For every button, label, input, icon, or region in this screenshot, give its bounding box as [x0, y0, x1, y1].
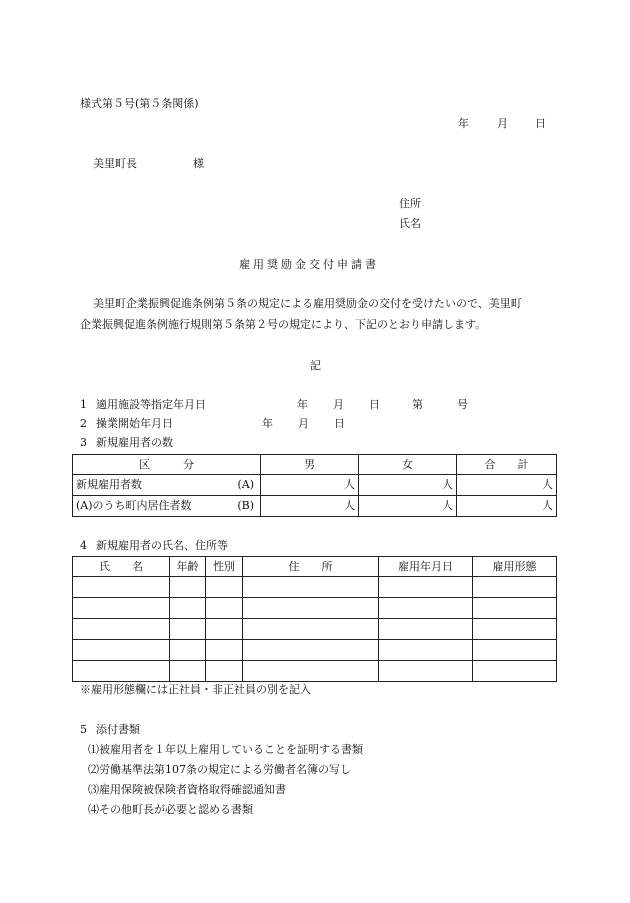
employee-count-table	[72, 454, 557, 517]
table1-header-row	[73, 455, 557, 475]
item5-number: 5	[80, 723, 87, 736]
table2-header-hire-date: 雇用年月日	[379, 557, 473, 577]
table-cell[interactable]	[206, 577, 243, 598]
table-row	[73, 598, 557, 619]
table1-cell-male[interactable]: 人	[261, 496, 359, 517]
addressee	[93, 157, 204, 171]
item1-number: 1	[80, 398, 87, 411]
ki-heading: 記	[310, 359, 321, 372]
table-cell[interactable]	[73, 577, 170, 598]
table1-cell-total[interactable]: 人	[457, 475, 557, 496]
attachment-item: ⑶雇用保険被保険者資格取得確認通知書	[88, 783, 286, 796]
table-cell[interactable]	[243, 577, 379, 598]
table-cell[interactable]	[73, 640, 170, 661]
item1-label: 適用施設等指定年月日	[96, 398, 206, 411]
date-line	[458, 117, 546, 131]
table1-cell-female[interactable]: 人	[359, 496, 457, 517]
table-cell[interactable]	[379, 577, 473, 598]
form-number: 様式第５号(第５条関係)	[80, 97, 199, 110]
item2-number: 2	[80, 417, 87, 430]
table-cell[interactable]	[170, 619, 206, 640]
table-cell[interactable]	[473, 640, 557, 661]
item3-number: 3	[80, 436, 87, 449]
item2-label: 操業開始年月日	[96, 417, 173, 430]
table2-header-address: 住 所	[243, 557, 379, 577]
addressee-name: 美里町長	[93, 157, 137, 170]
table-cell[interactable]	[170, 640, 206, 661]
table-cell[interactable]	[379, 661, 473, 682]
attachment-item: ⑴被雇用者を１年以上雇用していることを証明する書類	[88, 743, 363, 756]
table-cell[interactable]	[243, 619, 379, 640]
item4-number: 4	[80, 539, 87, 552]
table-cell[interactable]	[379, 640, 473, 661]
table-cell[interactable]	[206, 661, 243, 682]
table-row	[73, 661, 557, 682]
table-cell[interactable]	[206, 598, 243, 619]
table-cell[interactable]	[206, 640, 243, 661]
table1-row-label: (A)のうち町内居住者数 (B)	[73, 496, 261, 517]
applicant-address-label: 住所	[399, 197, 421, 210]
table2-header-row	[73, 557, 557, 577]
table2-header-sex: 性別	[206, 557, 243, 577]
table1-header-female: 女	[359, 455, 457, 475]
table1-header-total: 合 計	[457, 455, 557, 475]
table-cell[interactable]	[170, 661, 206, 682]
table-cell[interactable]	[73, 619, 170, 640]
date-year: 年	[458, 117, 469, 130]
item5-label: 添付書類	[96, 723, 140, 736]
table-cell[interactable]	[170, 577, 206, 598]
table-cell[interactable]	[243, 640, 379, 661]
table-cell[interactable]	[206, 619, 243, 640]
table-row	[73, 640, 557, 661]
table2-header-name: 氏 名	[73, 557, 170, 577]
table-cell[interactable]	[243, 661, 379, 682]
table1-cell-total[interactable]: 人	[457, 496, 557, 517]
table-row	[73, 475, 557, 496]
table-cell[interactable]	[73, 661, 170, 682]
table-cell[interactable]	[170, 598, 206, 619]
table-cell[interactable]	[379, 598, 473, 619]
table1-cell-male[interactable]: 人	[261, 475, 359, 496]
employment-type-note: ※雇用形態欄には正社員・非正社員の別を記入	[80, 683, 311, 696]
item2-date: 年 月 日	[262, 417, 345, 430]
table1-header-male: 男	[261, 455, 359, 475]
table1-cell-female[interactable]: 人	[359, 475, 457, 496]
item4-label: 新規雇用者の氏名、住所等	[96, 539, 228, 552]
document-title: 雇用奨励金交付申請書	[239, 258, 379, 271]
applicant-name-label: 氏名	[399, 217, 421, 230]
table2-header-age: 年齢	[170, 557, 206, 577]
employee-detail-table	[72, 556, 557, 682]
table-cell[interactable]	[379, 619, 473, 640]
table-cell[interactable]	[243, 598, 379, 619]
table-cell[interactable]	[473, 661, 557, 682]
attachment-item: ⑷その他町長が必要と認める書類	[88, 803, 253, 816]
table1-header-category: 区 分	[73, 455, 261, 475]
table-cell[interactable]	[73, 598, 170, 619]
table-cell[interactable]	[473, 619, 557, 640]
table-row	[73, 619, 557, 640]
table-cell[interactable]	[473, 598, 557, 619]
body-line-1: 美里町企業振興促進条例第５条の規定による雇用奨励金の交付を受けたいので、美里町	[93, 297, 522, 310]
addressee-honorific: 様	[193, 157, 204, 170]
date-month: 月	[497, 117, 508, 130]
table-cell[interactable]	[473, 577, 557, 598]
table1-row-label: 新規雇用者数 (A)	[73, 475, 261, 496]
item3-label: 新規雇用者の数	[96, 436, 173, 449]
table-row	[73, 496, 557, 517]
item1-date: 年 月 日 第 号	[297, 398, 468, 411]
date-day: 日	[535, 117, 546, 130]
table-row	[73, 577, 557, 598]
table2-header-type: 雇用形態	[473, 557, 557, 577]
body-line-2: 企業振興促進条例施行規則第５条第２号の規定により、下記のとおり申請します。	[80, 318, 487, 331]
attachment-item: ⑵労働基準法第107条の規定による労働者名簿の写し	[88, 763, 351, 776]
